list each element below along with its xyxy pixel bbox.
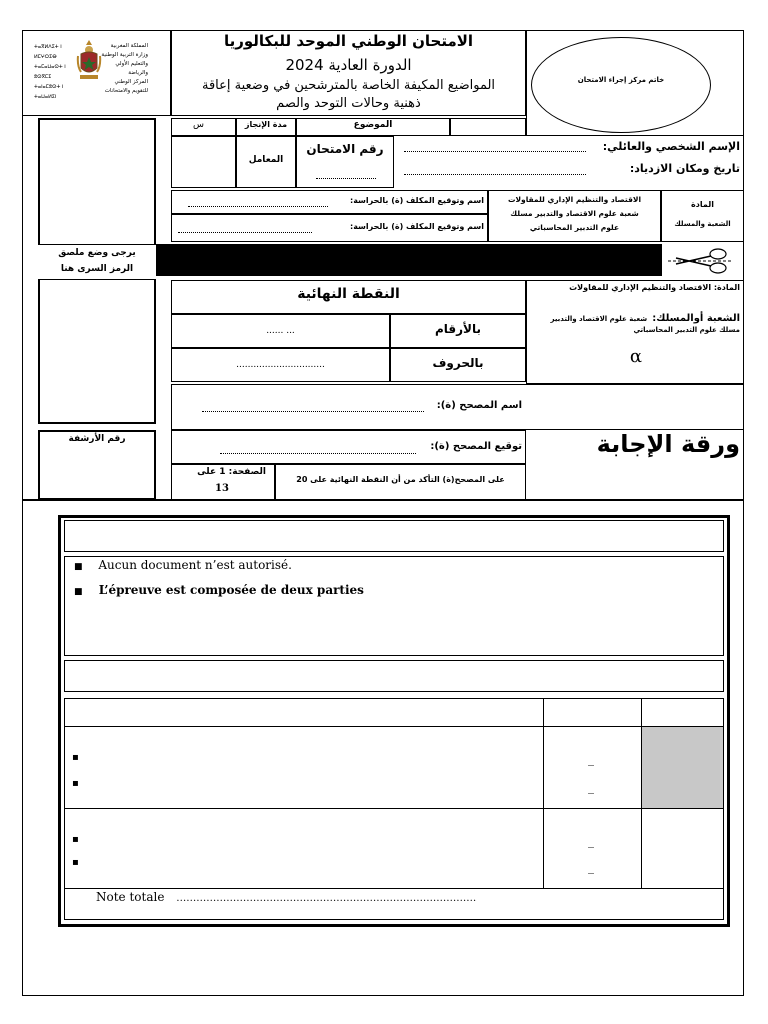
kingdom-emblem-icon xyxy=(76,38,102,82)
ministry-arabic-block xyxy=(100,42,148,96)
note-total-row xyxy=(96,890,716,904)
table-row-divider xyxy=(64,726,724,727)
sticker-text-1: يرجى وضع ملصق xyxy=(58,248,136,258)
duration-unit: س xyxy=(193,120,204,130)
digits-label: بالأرقام xyxy=(434,322,481,336)
section-header-bar xyxy=(64,660,724,692)
coefficient-label: المعامل xyxy=(248,155,284,165)
table-dash: _ xyxy=(588,860,594,874)
branch-line-2: علوم التدبير المحاسباتي xyxy=(529,223,620,232)
cut-band xyxy=(156,244,662,276)
coefficient-value-cell xyxy=(171,136,236,188)
archive-label: رقم الأرشفة xyxy=(68,434,126,444)
check-note: على المصحح(ة) التأكد من أن النقطة النهائية على 20 xyxy=(296,475,505,484)
ministry-arabic-line: المركز الوطني للتقويم والامتحانات xyxy=(104,79,148,94)
note-total-label: Note totale xyxy=(96,890,165,904)
ministry-arabic-line: والتعليم الأولي والرياضة xyxy=(115,61,148,76)
instruction-item-2 xyxy=(74,583,714,597)
table-bullet: ▪ xyxy=(72,834,79,845)
corrector-sign-label: توقيع المصحح (ة): xyxy=(430,441,522,452)
grading-table xyxy=(64,698,724,920)
note-total-dots[interactable]: ……………………………………………………………………………… xyxy=(176,893,477,904)
subject-header: المادة xyxy=(691,200,714,209)
table-row-divider xyxy=(64,808,724,809)
alpha-symbol: α xyxy=(629,346,643,367)
ministry-latin-block xyxy=(34,42,80,102)
right-subject: المادة: الاقتصاد والتنظيم الإداري للمقاولات xyxy=(569,283,740,292)
branch-line-1: شعبة علوم الاقتصاد والتدبير مسلك xyxy=(510,209,639,218)
guard1-label: اسم وتوقيع المكلف (ة) بالحراسة: xyxy=(350,196,484,205)
page-label: الصفحة: 1 على xyxy=(197,467,266,477)
table-bullet: ▪ xyxy=(72,857,79,868)
subject-blank-cell xyxy=(450,118,526,136)
instruction-item-1 xyxy=(74,558,714,572)
sticker-text-2: الرمز السرى هنا xyxy=(60,264,134,274)
final-grade-label: النقطة النهائية xyxy=(297,286,400,302)
page-total: 13 xyxy=(215,483,229,494)
subject-label: الموضوع xyxy=(353,120,393,130)
instruction-text-1: Aucun document n’est autorisé. xyxy=(98,558,292,572)
guard2-label: اسم وتوقيع المكلف (ة) بالحراسة: xyxy=(350,222,484,231)
guard2-field[interactable] xyxy=(178,232,312,233)
full-name-label: الإسم الشخصي والعائلي: xyxy=(602,140,740,153)
table-bullet: ▪ xyxy=(72,778,79,789)
answer-sheet-title: ورقة الإجابة xyxy=(596,430,740,458)
right-branch-value-2: مسلك علوم التدبير المحاسباتي xyxy=(633,326,740,334)
table-bullet: ▪ xyxy=(72,752,79,763)
table-dash: _ xyxy=(588,752,594,766)
letters-placeholder: ............................... xyxy=(236,360,325,370)
subject-branch-header-cell xyxy=(661,190,744,242)
right-branch-row xyxy=(530,306,740,325)
bullet-icon: ■ xyxy=(74,587,83,597)
stamp-oval xyxy=(531,37,711,133)
table-dash: _ xyxy=(588,834,594,848)
exam-subtitle-1: المواضيع المكيفة الخاصة بالمترشحين في وضعية إعاقة xyxy=(201,78,496,93)
exam-title: الامتحان الوطني الموحد للبكالوريا xyxy=(223,32,474,50)
subject-name: الاقتصاد والتنظيم الإداري للمقاولات xyxy=(507,195,642,204)
table-row-divider xyxy=(64,888,724,889)
stamp-label: خاتم مركز إجراء الامتحان xyxy=(577,76,665,84)
guard1-field[interactable] xyxy=(188,206,328,207)
right-branch-value-1: شعبة علوم الاقتصاد والتدبير xyxy=(550,315,648,323)
ministry-latin-line: ⵜⴰⵏⴰⵎⵓⵙⵜ ⵏ ⵜⴰⵡⴰⵍⵉⵏ xyxy=(34,84,64,100)
instruction-text-2: L’épreuve est composée de deux parties xyxy=(98,583,364,597)
exam-number-field[interactable] xyxy=(316,178,376,179)
corrector-name-field[interactable] xyxy=(202,411,424,412)
branch-header: الشعبة والمسلك xyxy=(674,220,731,228)
duration-label: مدة الإنجاز xyxy=(244,120,288,129)
corrector-sign-field[interactable] xyxy=(220,453,416,454)
corrector-name-label: اسم المصحح (ة): xyxy=(436,400,522,411)
birth-field[interactable] xyxy=(404,174,586,175)
ministry-latin-line: ⵜⴰⴳⵍⴷⵉⵜ ⵏ ⵍⵎⵖⵔⵉⴱ xyxy=(34,44,62,60)
letters-label: بالحروف xyxy=(432,356,484,370)
table-dash: _ xyxy=(588,780,594,794)
exam-number-label: رقم الامتحان xyxy=(306,142,384,156)
right-branch-label: الشعبة أوالمسلك: xyxy=(652,313,740,324)
full-name-field[interactable] xyxy=(404,151,586,152)
page-label-row xyxy=(180,467,268,477)
exam-subtitle-2: ذهنية وحالات التوحد والصم xyxy=(276,96,421,111)
ministry-latin-line: ⵜⴰⵎⴰⵡⴰⵙⵜ ⵏ ⵓⵙⴳⵎⵉ xyxy=(34,64,66,80)
ministry-arabic-line: وزارة التربية الوطنية xyxy=(101,52,148,58)
ministry-arabic-line: المملكة المغربية xyxy=(110,43,148,49)
shaded-grade-cell xyxy=(642,727,723,808)
bullet-icon: ■ xyxy=(74,562,83,572)
instructions-header-bar xyxy=(64,520,724,552)
digits-placeholder: ...... ... xyxy=(266,326,295,336)
scissors-icon xyxy=(668,246,732,276)
birth-label: تاريخ ومكان الازدياد: xyxy=(629,162,740,175)
exam-session: الدورة العادية 2024 xyxy=(285,56,412,74)
